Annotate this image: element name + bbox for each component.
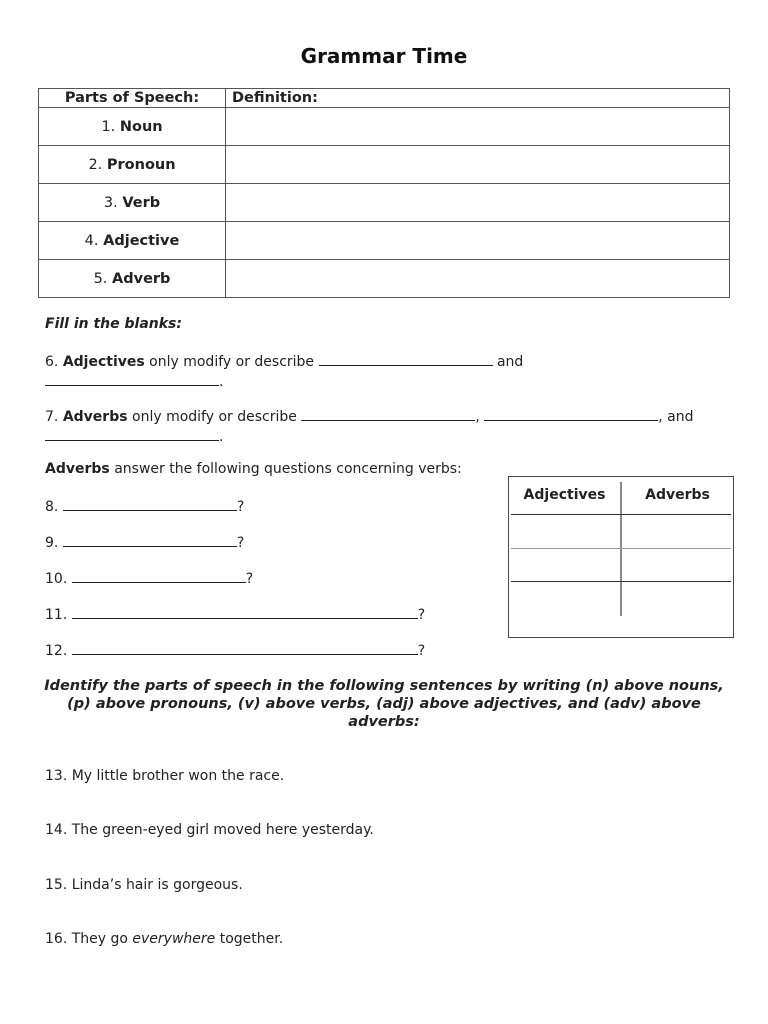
instructions: Identify the parts of speech in the following sentences by writing (n) above nouns, (p) above pronouns, (v) above verbs, (adj) above adjectives, and (adv) above adverbs: — [44, 678, 724, 730]
q8-number: 8. — [45, 499, 63, 515]
adjectives-cell[interactable] — [511, 549, 619, 580]
sentence-16-start: 16. They go — [45, 931, 133, 947]
q6-end: . — [219, 374, 224, 390]
row-word: Adjective — [103, 232, 180, 249]
q9-end: ? — [236, 535, 245, 551]
row-number: 4. — [84, 232, 104, 249]
sentence-14: 14. The green-eyed girl moved here yesterday. — [45, 822, 374, 838]
parts-of-speech-table — [38, 88, 730, 298]
q12-end: ? — [417, 643, 426, 659]
row-number: 1. — [101, 118, 120, 135]
column-divider — [620, 482, 622, 616]
q6-and: and — [492, 354, 524, 370]
q7-blank-2[interactable] — [484, 407, 658, 421]
q11-blank[interactable] — [72, 605, 418, 619]
col-adjectives-header: Adjectives — [523, 487, 606, 503]
q8-blank[interactable] — [63, 497, 237, 511]
q7-and: , and — [658, 409, 694, 425]
row-number: 3. — [103, 194, 123, 211]
definition-cell[interactable] — [226, 108, 730, 146]
question-9 — [45, 533, 244, 552]
q7-blank-3[interactable] — [45, 427, 219, 441]
q9-blank[interactable] — [63, 533, 237, 547]
sentence-15: 15. Linda’s hair is gorgeous. — [45, 877, 243, 893]
part-of-speech-cell — [39, 108, 226, 146]
q12-number: 12. — [45, 643, 72, 659]
q7-number: 7. — [45, 409, 63, 425]
q10-blank[interactable] — [72, 569, 246, 583]
question-6-line1 — [45, 352, 523, 371]
row-word: Adverb — [112, 270, 171, 287]
part-of-speech-cell — [39, 184, 226, 222]
row-word: Verb — [122, 194, 161, 211]
part-of-speech-cell — [39, 146, 226, 184]
q6-blank-2[interactable] — [45, 372, 219, 386]
q7-end: . — [219, 429, 224, 445]
question-7-line1 — [45, 407, 694, 426]
table-row — [39, 108, 730, 146]
q11-end: ? — [417, 607, 426, 623]
definition-cell[interactable] — [226, 260, 730, 298]
table-header-row — [39, 89, 730, 108]
adjectives-cell[interactable] — [511, 515, 619, 547]
fill-in-heading: Fill in the blanks: — [45, 316, 182, 332]
table-row — [39, 260, 730, 298]
page-title: Grammar Time — [300, 44, 468, 68]
adjectives-cell[interactable] — [511, 582, 619, 616]
definition-cell[interactable] — [226, 184, 730, 222]
q6-text: only modify or describe — [144, 354, 319, 370]
part-of-speech-cell — [39, 260, 226, 298]
table-row — [39, 146, 730, 184]
q9-number: 9. — [45, 535, 63, 551]
q6-blank-1[interactable] — [319, 352, 493, 366]
col-adverbs-header: Adverbs — [645, 487, 710, 503]
sentence-16 — [45, 931, 283, 948]
q7-keyword: Adverbs — [62, 409, 128, 425]
q7-blank-1[interactable] — [301, 407, 475, 421]
adverbs-intro-keyword: Adverbs — [45, 461, 110, 477]
table-row — [39, 222, 730, 260]
q10-end: ? — [245, 571, 254, 587]
part-of-speech-cell — [39, 222, 226, 260]
q8-end: ? — [236, 499, 245, 515]
definition-cell[interactable] — [226, 146, 730, 184]
adverbs-intro-text: answer the following questions concerning verbs: — [109, 461, 462, 477]
header-parts-of-speech: Parts of Speech: — [39, 89, 226, 108]
row-word: Pronoun — [106, 156, 176, 173]
question-8 — [45, 497, 244, 516]
table-row — [39, 184, 730, 222]
q7-text: only modify or describe — [127, 409, 302, 425]
sentence-16-end: together. — [215, 931, 284, 947]
adjectives-adverbs-table — [508, 476, 734, 638]
q12-blank[interactable] — [72, 641, 418, 655]
row-number: 2. — [88, 156, 107, 173]
sentence-13: 13. My little brother won the race. — [45, 768, 285, 784]
row-number: 5. — [93, 270, 113, 287]
adverbs-cell[interactable] — [623, 549, 731, 580]
header-definition: Definition: — [226, 89, 730, 108]
question-11 — [45, 605, 425, 624]
row-word: Noun — [119, 118, 163, 135]
definition-cell[interactable] — [226, 222, 730, 260]
sentence-16-italic: everywhere — [132, 931, 216, 947]
q6-number: 6. — [45, 354, 63, 370]
q10-number: 10. — [45, 571, 72, 587]
question-12 — [45, 641, 425, 660]
adverbs-cell[interactable] — [623, 582, 731, 616]
question-6-line2 — [45, 372, 223, 391]
question-10 — [45, 569, 253, 588]
q7-comma: , — [475, 409, 480, 425]
question-7-line2 — [45, 427, 223, 446]
adverbs-intro — [45, 461, 462, 478]
adverbs-cell[interactable] — [623, 515, 731, 547]
q6-keyword: Adjectives — [62, 354, 145, 370]
q11-number: 11. — [45, 607, 72, 623]
